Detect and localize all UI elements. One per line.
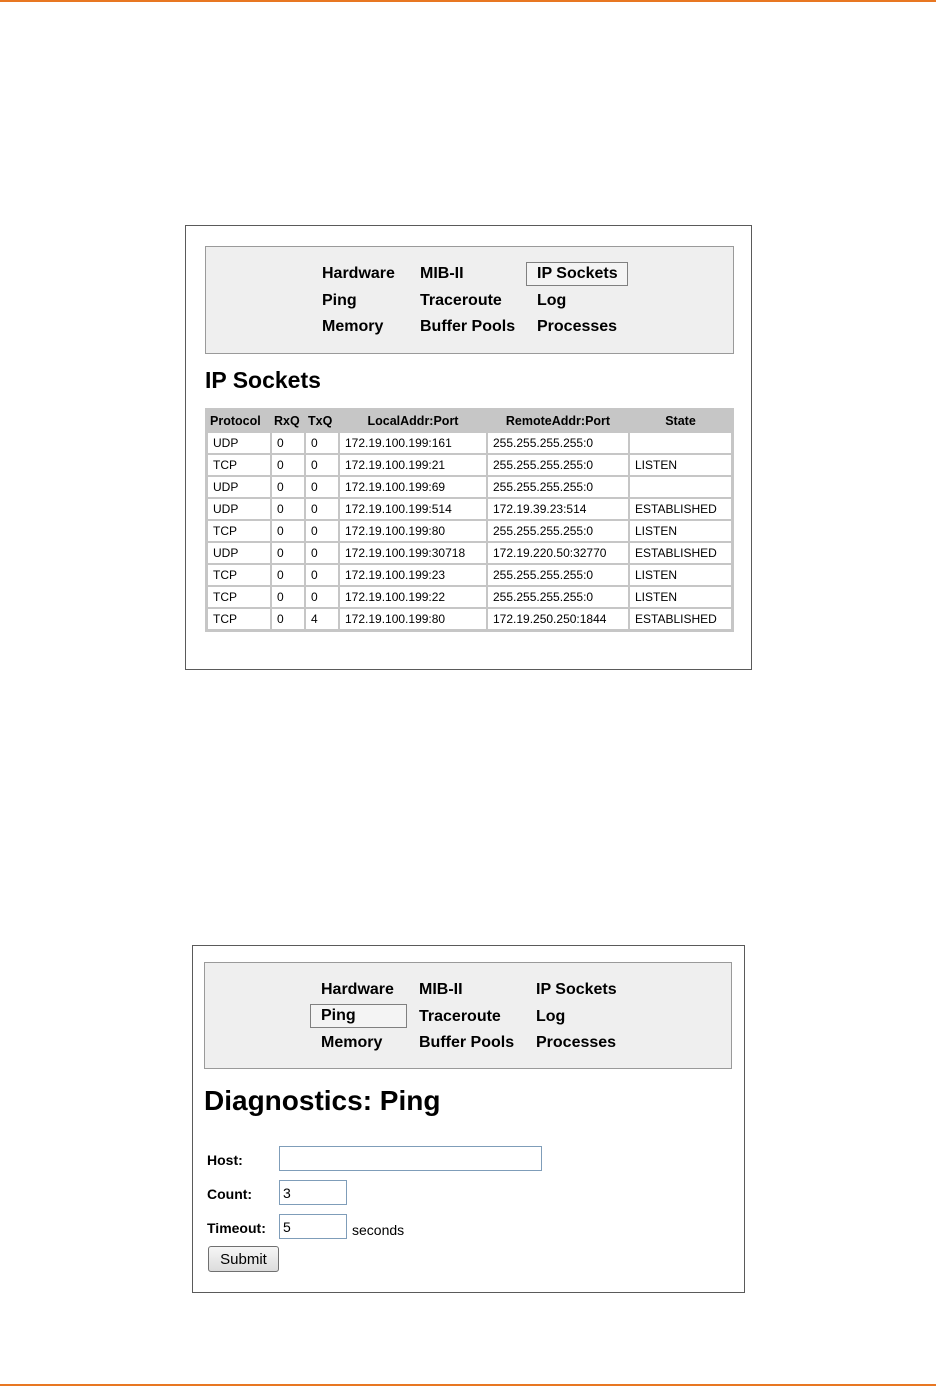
state-cell: ESTABLISHED [630, 543, 731, 563]
nav-processes[interactable]: Processes [537, 318, 618, 335]
nav-ip-sockets[interactable]: IP Sockets [536, 981, 617, 998]
nav-traceroute[interactable]: Traceroute [420, 292, 502, 309]
protocol-cell: TCP [208, 521, 270, 541]
rxq-cell: 0 [272, 477, 304, 497]
table-row [208, 543, 731, 563]
txq-cell: 0 [306, 455, 338, 475]
column-header: Protocol [208, 411, 270, 431]
timeout-input[interactable] [279, 1214, 347, 1239]
txq-cell: 0 [306, 433, 338, 453]
txq-cell: 0 [306, 543, 338, 563]
state-cell: LISTEN [630, 521, 731, 541]
submit-button[interactable]: Submit [208, 1246, 279, 1272]
remote-addr-cell: 255.255.255.255:0 [488, 521, 628, 541]
column-header: TxQ [306, 411, 338, 431]
nav-ping[interactable]: Ping [310, 1004, 407, 1028]
top-divider [0, 0, 936, 2]
column-header: State [630, 411, 731, 431]
page-title: Diagnostics: Ping [204, 1085, 441, 1116]
ping-screenshot [192, 945, 745, 1293]
nav-memory[interactable]: Memory [321, 1034, 383, 1051]
protocol-cell: UDP [208, 477, 270, 497]
table-row [208, 565, 731, 585]
table-row [208, 521, 731, 541]
table-row [208, 477, 731, 497]
protocol-cell: TCP [208, 455, 270, 475]
local-addr-cell: 172.19.100.199:80 [340, 609, 486, 629]
diagnostics-nav [205, 246, 734, 354]
rxq-cell: 0 [272, 543, 304, 563]
state-cell: LISTEN [630, 587, 731, 607]
column-header: RxQ [272, 411, 304, 431]
nav-log[interactable]: Log [536, 1008, 566, 1025]
local-addr-cell: 172.19.100.199:69 [340, 477, 486, 497]
nav-hardware[interactable]: Hardware [321, 981, 394, 998]
nav-ping[interactable]: Ping [322, 292, 357, 309]
nav-buffer-pools[interactable]: Buffer Pools [419, 1034, 515, 1051]
rxq-cell: 0 [272, 455, 304, 475]
local-addr-cell: 172.19.100.199:30718 [340, 543, 486, 563]
local-addr-cell: 172.19.100.199:23 [340, 565, 486, 585]
txq-cell: 0 [306, 477, 338, 497]
txq-cell: 0 [306, 521, 338, 541]
protocol-cell: UDP [208, 499, 270, 519]
state-cell: LISTEN [630, 455, 731, 475]
rxq-cell: 0 [272, 521, 304, 541]
table-row [208, 455, 731, 475]
rxq-cell: 0 [272, 587, 304, 607]
local-addr-cell: 172.19.100.199:161 [340, 433, 486, 453]
remote-addr-cell: 255.255.255.255:0 [488, 433, 628, 453]
txq-cell: 0 [306, 587, 338, 607]
nav-ip-sockets[interactable]: IP Sockets [526, 262, 628, 286]
remote-addr-cell: 255.255.255.255:0 [488, 477, 628, 497]
rxq-cell: 0 [272, 609, 304, 629]
remote-addr-cell: 255.255.255.255:0 [488, 455, 628, 475]
remote-addr-cell: 172.19.250.250:1844 [488, 609, 628, 629]
protocol-cell: TCP [208, 565, 270, 585]
protocol-cell: TCP [208, 587, 270, 607]
count-label: Count: [207, 1186, 253, 1202]
host-input[interactable] [279, 1146, 542, 1171]
remote-addr-cell: 255.255.255.255:0 [488, 587, 628, 607]
rxq-cell: 0 [272, 565, 304, 585]
ip-sockets-screenshot [185, 225, 752, 670]
nav-processes[interactable]: Processes [536, 1034, 617, 1051]
txq-cell: 0 [306, 499, 338, 519]
txq-cell: 0 [306, 565, 338, 585]
local-addr-cell: 172.19.100.199:514 [340, 499, 486, 519]
page-title: IP Sockets [205, 367, 321, 393]
state-cell: ESTABLISHED [630, 499, 731, 519]
rxq-cell: 0 [272, 499, 304, 519]
protocol-cell: TCP [208, 609, 270, 629]
ip-sockets-table [205, 408, 734, 632]
nav-hardware[interactable]: Hardware [322, 265, 395, 282]
bottom-divider [0, 1384, 936, 1386]
host-label: Host: [207, 1152, 243, 1168]
remote-addr-cell: 172.19.39.23:514 [488, 499, 628, 519]
column-header: LocalAddr:Port [340, 411, 486, 431]
nav-buffer-pools[interactable]: Buffer Pools [420, 318, 516, 335]
nav-mib-ii[interactable]: MIB-II [420, 265, 464, 282]
timeout-label: Timeout: [207, 1220, 266, 1236]
nav-memory[interactable]: Memory [322, 318, 384, 335]
state-cell [630, 433, 731, 453]
nav-traceroute[interactable]: Traceroute [419, 1008, 501, 1025]
diagnostics-nav [204, 962, 732, 1069]
local-addr-cell: 172.19.100.199:21 [340, 455, 486, 475]
table-row [208, 609, 731, 629]
table-row [208, 499, 731, 519]
protocol-cell: UDP [208, 433, 270, 453]
nav-mib-ii[interactable]: MIB-II [419, 981, 463, 998]
table-header-row [208, 411, 731, 431]
state-cell: LISTEN [630, 565, 731, 585]
txq-cell: 4 [306, 609, 338, 629]
state-cell: ESTABLISHED [630, 609, 731, 629]
column-header: RemoteAddr:Port [488, 411, 628, 431]
protocol-cell: UDP [208, 543, 270, 563]
state-cell [630, 477, 731, 497]
table-row [208, 433, 731, 453]
nav-log[interactable]: Log [537, 292, 567, 309]
timeout-units: seconds [352, 1222, 405, 1238]
local-addr-cell: 172.19.100.199:22 [340, 587, 486, 607]
count-input[interactable] [279, 1180, 347, 1205]
remote-addr-cell: 172.19.220.50:32770 [488, 543, 628, 563]
remote-addr-cell: 255.255.255.255:0 [488, 565, 628, 585]
local-addr-cell: 172.19.100.199:80 [340, 521, 486, 541]
rxq-cell: 0 [272, 433, 304, 453]
table-row [208, 587, 731, 607]
